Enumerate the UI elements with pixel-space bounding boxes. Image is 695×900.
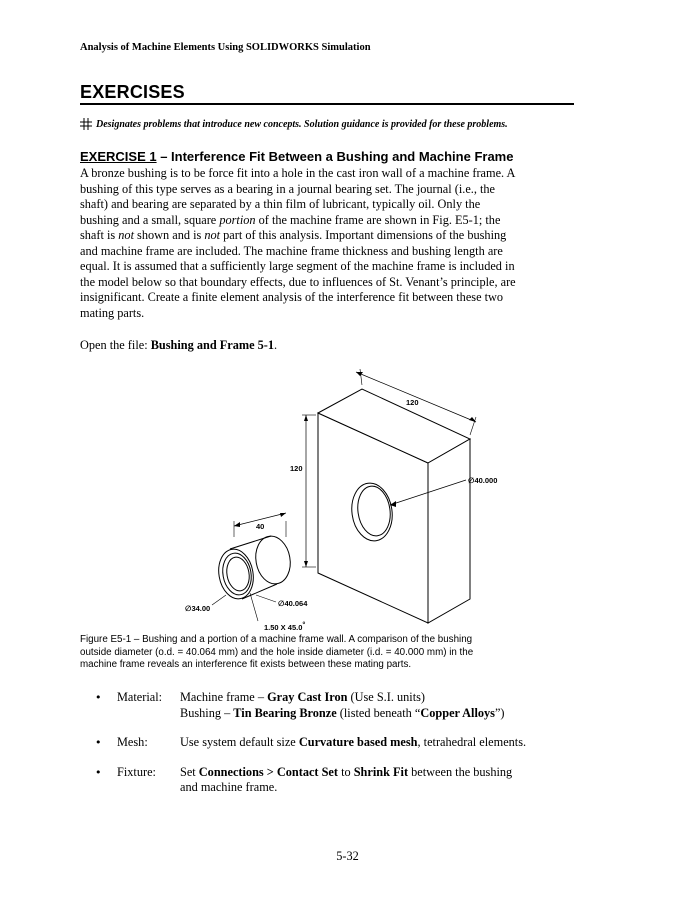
bullet-glyph: • bbox=[95, 765, 102, 779]
fixture-label: Fixture: bbox=[117, 764, 156, 779]
dim-hole-diameter-label: ∅40.000 bbox=[468, 476, 498, 485]
body-line: mating parts. bbox=[80, 305, 145, 320]
designates-note bbox=[80, 118, 600, 130]
body-line: equal. It is assumed that a sufficiently large segment of the machine frame is included in bbox=[80, 259, 515, 273]
caption-line: Figure E5-1 – Bushing and a portion of a machine frame wall. A comparison of the bushing bbox=[80, 634, 473, 645]
figure-bushing-frame bbox=[150, 355, 570, 630]
emphasis-portion: portion bbox=[219, 212, 256, 227]
body-line: A bronze bushing is to be force fit into a hole in the cast iron wall of a machine frame. A bbox=[80, 166, 516, 180]
figure-caption bbox=[80, 634, 580, 672]
dim-frame-width-label: 120 bbox=[406, 398, 419, 407]
caption-line: outside diameter (o.d. = 40.064 mm) and the hole inside diameter (i.d. = 40.000 mm) in the bbox=[80, 646, 474, 658]
dim-frame-height-label: 120 bbox=[290, 464, 303, 473]
exercise-title: – Interference Fit Between a Bushing and Machine Frame bbox=[156, 149, 514, 164]
exercise-description bbox=[80, 166, 574, 321]
body-line: shaft is not shown and is not part of this analysis. Important dimensions of the bushing bbox=[80, 228, 507, 242]
caption-line: machine frame reveals an interference fit exists between these mating parts. bbox=[80, 659, 412, 670]
frame-side-face bbox=[428, 439, 470, 623]
list-item-material: • Material: Machine frame – Gray Cast Iron (Use S.I. units) Bushing – Tin Bearing Bronze (listed beneath “Copper Alloys”) bbox=[95, 690, 505, 720]
open-file-instruction: Open the file: Bushing and Frame 5-1. bbox=[80, 338, 278, 352]
bullet-glyph: • bbox=[95, 736, 102, 749]
running-header: Analysis of Machine Elements Using SOLIDWORKS Simulation bbox=[80, 42, 371, 53]
body-line: shaft) and bearing are separated by a thin film of lubricant, typically oil. Only the bbox=[80, 197, 481, 211]
exercise-number: EXERCISE 1 bbox=[80, 149, 157, 164]
file-name: Bushing and Frame 5-1 bbox=[150, 338, 275, 352]
bushing-back bbox=[252, 533, 294, 586]
frame-material: Gray Cast Iron bbox=[267, 690, 348, 704]
specification-list bbox=[95, 690, 575, 810]
page-number: 5-32 bbox=[336, 849, 359, 863]
list-item-fixture: • Fixture: Set Connections > Contact Set to Shrink Fit between the bushing and machine frame. bbox=[95, 764, 513, 794]
material-category: Copper Alloys bbox=[420, 705, 495, 720]
connections-path: Connections > Contact Set bbox=[198, 764, 338, 779]
exercise-heading bbox=[80, 149, 600, 165]
bushing-material: Tin Bearing Bronze bbox=[233, 705, 337, 720]
material-label: Material: bbox=[117, 690, 163, 704]
emphasis-not: not bbox=[118, 228, 134, 242]
emphasis-not: not bbox=[204, 228, 221, 242]
dim-bushing-id-label: ∅34.00 bbox=[185, 604, 211, 613]
new-concept-icon bbox=[80, 118, 92, 130]
mesh-type: Curvature based mesh bbox=[298, 735, 418, 749]
body-line: the model below so that boundary effects, due to influences of St. Venant’s principle, are bbox=[80, 274, 516, 289]
body-line: insignificant. Create a finite element analysis of the interference fit between these two bbox=[80, 290, 504, 304]
dim-bushing-length-label: 40 bbox=[256, 522, 265, 531]
bullet-glyph: • bbox=[95, 691, 102, 704]
dim-chamfer-label: 1.50 X 45.0° bbox=[264, 620, 306, 630]
list-item-mesh: • Mesh: Use system default size Curvature based mesh, tetrahedral elements. bbox=[95, 735, 527, 749]
shrink-fit: Shrink Fit bbox=[353, 764, 409, 779]
body-line: bushing and a small, square portion of the machine frame are shown in Fig. E5-1; the bbox=[80, 212, 501, 227]
designates-text: Designates problems that introduce new concepts. Solution guidance is provided for these problems. bbox=[96, 118, 508, 130]
body-line: bushing of this type serves as a bearing in a journal bearing set. The journal (i.e., the bbox=[80, 181, 496, 196]
mesh-label: Mesh: bbox=[117, 735, 148, 749]
section-title: EXERCISES bbox=[80, 82, 574, 105]
isometric-drawing bbox=[150, 355, 570, 630]
dim-bushing-od-label: ∅40.064 bbox=[278, 599, 308, 608]
body-line: and machine frame are included. The machine frame thickness and bushing length are bbox=[80, 243, 503, 258]
